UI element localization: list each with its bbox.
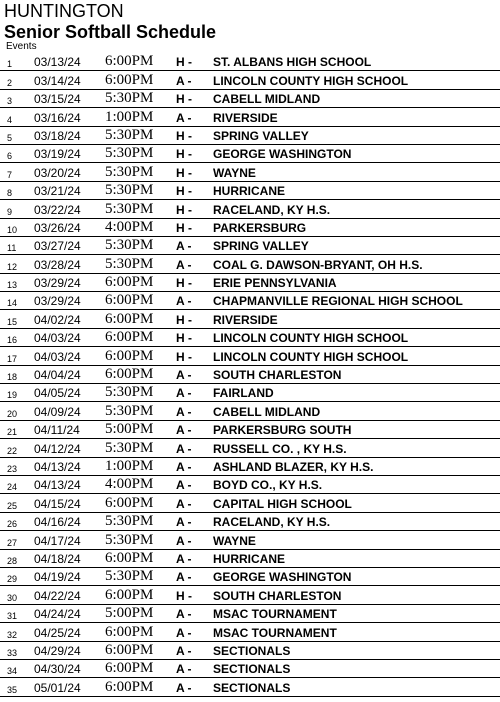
game-time: 5:30PM <box>105 255 154 272</box>
opponent-name: SOUTH CHARLESTON <box>213 368 342 383</box>
game-date: 04/13/24 <box>34 459 81 474</box>
game-time: 5:30PM <box>105 384 154 401</box>
home-away-indicator: A - <box>176 570 192 585</box>
opponent-name: SPRING VALLEY <box>213 128 309 143</box>
opponent-name: LINCOLN COUNTY HIGH SCHOOL <box>213 73 409 88</box>
game-number: 22 <box>7 445 18 456</box>
game-date: 03/27/24 <box>34 239 81 254</box>
game-date: 04/04/24 <box>34 368 81 383</box>
home-away-indicator: H - <box>176 331 192 346</box>
home-away-indicator: A - <box>176 496 192 511</box>
opponent-name: HURRICANE <box>213 184 285 199</box>
table-row <box>0 53 500 71</box>
table-row <box>0 550 500 568</box>
game-number: 3 <box>7 96 13 107</box>
table-row <box>0 200 500 218</box>
opponent-name: MSAC TOURNAMENT <box>213 607 337 622</box>
game-time: 5:30PM <box>105 513 154 530</box>
game-number: 15 <box>7 316 18 327</box>
table-row <box>0 421 500 439</box>
game-time: 6:00PM <box>105 678 154 695</box>
home-away-indicator: A - <box>176 257 192 272</box>
table-row <box>0 145 500 163</box>
game-number: 17 <box>7 353 18 364</box>
opponent-name: RACELAND, KY H.S. <box>213 202 331 217</box>
game-date: 04/30/24 <box>34 662 81 677</box>
opponent-name: CABELL MIDLAND <box>213 92 321 107</box>
home-away-indicator: A - <box>176 441 192 456</box>
opponent-name: SPRING VALLEY <box>213 239 309 254</box>
game-date: 04/16/24 <box>34 515 81 530</box>
home-away-indicator: A - <box>176 368 192 383</box>
schedule-table <box>0 53 500 697</box>
table-row <box>0 402 500 420</box>
game-number: 10 <box>7 224 18 235</box>
game-number: 13 <box>7 280 18 291</box>
opponent-name: LINCOLN COUNTY HIGH SCHOOL <box>213 331 409 346</box>
table-row <box>0 568 500 586</box>
game-date: 04/17/24 <box>34 533 81 548</box>
game-time: 6:00PM <box>105 329 154 346</box>
game-number: 32 <box>7 629 18 640</box>
opponent-name: FAIRLAND <box>213 386 274 401</box>
table-row <box>0 219 500 237</box>
home-away-indicator: A - <box>176 551 192 566</box>
home-away-indicator: H - <box>176 184 192 199</box>
opponent-name: CAPITAL HIGH SCHOOL <box>213 496 352 511</box>
game-date: 04/29/24 <box>34 643 81 658</box>
game-time: 1:00PM <box>105 108 154 125</box>
home-away-indicator: H - <box>176 92 192 107</box>
game-number: 6 <box>7 151 13 162</box>
game-time: 6:00PM <box>105 274 154 291</box>
opponent-name: RUSSELL CO. , KY H.S. <box>213 441 347 456</box>
game-number: 20 <box>7 408 18 419</box>
table-row <box>0 439 500 457</box>
game-time: 6:00PM <box>105 53 154 70</box>
game-number: 25 <box>7 500 18 511</box>
game-number: 28 <box>7 555 18 566</box>
game-time: 1:00PM <box>105 457 154 474</box>
game-time: 6:00PM <box>105 586 154 603</box>
table-row <box>0 366 500 384</box>
game-number: 4 <box>7 114 13 125</box>
game-time: 5:30PM <box>105 402 154 419</box>
home-away-indicator: H - <box>176 55 192 70</box>
opponent-name: GEORGE WASHINGTON <box>213 570 352 585</box>
game-number: 30 <box>7 592 18 603</box>
game-date: 04/24/24 <box>34 607 81 622</box>
game-number: 29 <box>7 574 18 585</box>
table-row <box>0 531 500 549</box>
opponent-name: PARKERSBURG SOUTH <box>213 423 352 438</box>
opponent-name: SOUTH CHARLESTON <box>213 588 342 603</box>
opponent-name: ST. ALBANS HIGH SCHOOL <box>213 55 372 70</box>
home-away-indicator: A - <box>176 533 192 548</box>
opponent-name: COAL G. DAWSON-BRYANT, OH H.S. <box>213 257 423 272</box>
game-date: 04/18/24 <box>34 551 81 566</box>
game-date: 03/19/24 <box>34 147 81 162</box>
home-away-indicator: A - <box>176 239 192 254</box>
page-footer-cutoff <box>4 698 124 702</box>
opponent-name: SECTIONALS <box>213 662 291 677</box>
game-time: 5:00PM <box>105 421 154 438</box>
game-date: 04/03/24 <box>34 331 81 346</box>
game-time: 6:00PM <box>105 310 154 327</box>
game-time: 4:00PM <box>105 218 154 235</box>
game-time: 5:30PM <box>105 163 154 180</box>
home-away-indicator: A - <box>176 478 192 493</box>
opponent-name: RIVERSIDE <box>213 110 278 125</box>
opponent-name: PARKERSBURG <box>213 220 307 235</box>
game-number: 18 <box>7 372 18 383</box>
game-time: 6:00PM <box>105 549 154 566</box>
game-number: 31 <box>7 611 18 622</box>
game-number: 16 <box>7 335 18 346</box>
home-away-indicator: H - <box>176 588 192 603</box>
game-time: 6:00PM <box>105 347 154 364</box>
game-number: 24 <box>7 482 18 493</box>
home-away-indicator: A - <box>176 294 192 309</box>
table-row <box>0 71 500 89</box>
table-row <box>0 237 500 255</box>
table-row <box>0 513 500 531</box>
game-time: 6:00PM <box>105 366 154 383</box>
home-away-indicator: H - <box>176 349 192 364</box>
opponent-name: ASHLAND BLAZER, KY H.S. <box>213 459 374 474</box>
opponent-name: BOYD CO., KY H.S. <box>213 478 323 493</box>
table-row <box>0 274 500 292</box>
game-date: 03/28/24 <box>34 257 81 272</box>
table-row <box>0 182 500 200</box>
table-row <box>0 90 500 108</box>
table-row <box>0 605 500 623</box>
table-row <box>0 623 500 641</box>
game-time: 5:30PM <box>105 568 154 585</box>
home-away-indicator: A - <box>176 404 192 419</box>
table-row <box>0 586 500 604</box>
game-number: 9 <box>7 206 13 217</box>
game-number: 7 <box>7 169 13 180</box>
game-time: 6:00PM <box>105 494 154 511</box>
home-away-indicator: A - <box>176 110 192 125</box>
home-away-indicator: H - <box>176 165 192 180</box>
game-number: 8 <box>7 188 13 199</box>
opponent-name: RACELAND, KY H.S. <box>213 515 331 530</box>
game-time: 6:00PM <box>105 71 154 88</box>
game-date: 04/05/24 <box>34 386 81 401</box>
game-time: 6:00PM <box>105 641 154 658</box>
home-away-indicator: A - <box>176 680 192 695</box>
home-away-indicator: A - <box>176 459 192 474</box>
game-number: 35 <box>7 684 18 695</box>
table-row <box>0 255 500 273</box>
home-away-indicator: A - <box>176 423 192 438</box>
game-date: 04/13/24 <box>34 478 81 493</box>
table-row <box>0 163 500 181</box>
home-away-indicator: H - <box>176 128 192 143</box>
game-time: 5:30PM <box>105 126 154 143</box>
table-row <box>0 347 500 365</box>
opponent-name: SECTIONALS <box>213 643 291 658</box>
schedule-title: Senior Softball Schedule <box>4 22 217 42</box>
game-number: 33 <box>7 647 18 658</box>
game-number: 11 <box>7 243 17 254</box>
game-date: 03/29/24 <box>34 276 81 291</box>
game-time: 5:30PM <box>105 531 154 548</box>
home-away-indicator: H - <box>176 202 192 217</box>
home-away-indicator: H - <box>176 312 192 327</box>
opponent-name: MSAC TOURNAMENT <box>213 625 337 640</box>
game-date: 04/12/24 <box>34 441 81 456</box>
game-number: 23 <box>7 463 18 474</box>
game-date: 04/15/24 <box>34 496 81 511</box>
game-date: 03/20/24 <box>34 165 81 180</box>
game-date: 04/22/24 <box>34 588 81 603</box>
game-number: 19 <box>7 390 18 401</box>
opponent-name: CHAPMANVILLE REGIONAL HIGH SCHOOL <box>213 294 463 309</box>
game-date: 03/21/24 <box>34 184 81 199</box>
game-date: 03/14/24 <box>34 73 81 88</box>
game-time: 5:30PM <box>105 200 154 217</box>
game-date: 03/16/24 <box>34 110 81 125</box>
table-row <box>0 642 500 660</box>
table-row <box>0 678 500 696</box>
game-date: 04/09/24 <box>34 404 81 419</box>
game-date: 04/03/24 <box>34 349 81 364</box>
game-date: 03/13/24 <box>34 55 81 70</box>
home-away-indicator: H - <box>176 220 192 235</box>
game-time: 5:30PM <box>105 145 154 162</box>
game-time: 5:30PM <box>105 439 154 456</box>
game-number: 27 <box>7 537 18 548</box>
opponent-name: RIVERSIDE <box>213 312 278 327</box>
opponent-name: LINCOLN COUNTY HIGH SCHOOL <box>213 349 409 364</box>
events-column-label: Events <box>6 41 37 52</box>
game-number: 21 <box>7 427 18 438</box>
game-time: 5:00PM <box>105 605 154 622</box>
game-time: 6:00PM <box>105 292 154 309</box>
game-number: 14 <box>7 298 18 309</box>
game-date: 04/02/24 <box>34 312 81 327</box>
game-date: 05/01/24 <box>34 680 81 695</box>
home-away-indicator: A - <box>176 662 192 677</box>
home-away-indicator: A - <box>176 515 192 530</box>
opponent-name: GEORGE WASHINGTON <box>213 147 352 162</box>
home-away-indicator: H - <box>176 147 192 162</box>
table-row <box>0 476 500 494</box>
table-row <box>0 310 500 328</box>
home-away-indicator: H - <box>176 276 192 291</box>
table-row <box>0 329 500 347</box>
table-row <box>0 384 500 402</box>
game-date: 03/22/24 <box>34 202 81 217</box>
game-time: 6:00PM <box>105 660 154 677</box>
home-away-indicator: A - <box>176 625 192 640</box>
game-date: 03/15/24 <box>34 92 81 107</box>
game-time: 5:30PM <box>105 182 154 199</box>
game-date: 03/26/24 <box>34 220 81 235</box>
game-date: 03/18/24 <box>34 128 81 143</box>
table-row <box>0 108 500 126</box>
game-time: 5:30PM <box>105 237 154 254</box>
game-number: 34 <box>7 666 18 677</box>
table-row <box>0 127 500 145</box>
game-number: 2 <box>7 77 13 88</box>
game-date: 04/25/24 <box>34 625 81 640</box>
game-number: 26 <box>7 519 18 530</box>
table-row <box>0 292 500 310</box>
opponent-name: WAYNE <box>213 533 256 548</box>
table-row <box>0 660 500 678</box>
game-time: 5:30PM <box>105 90 154 107</box>
game-time: 6:00PM <box>105 623 154 640</box>
opponent-name: WAYNE <box>213 165 256 180</box>
game-number: 5 <box>7 132 13 143</box>
game-number: 12 <box>7 261 18 272</box>
home-away-indicator: A - <box>176 607 192 622</box>
home-away-indicator: A - <box>176 643 192 658</box>
opponent-name: ERIE PENNSYLVANIA <box>213 276 337 291</box>
school-title: HUNTINGTON <box>4 1 124 21</box>
opponent-name: HURRICANE <box>213 551 285 566</box>
game-date: 03/29/24 <box>34 294 81 309</box>
game-date: 04/11/24 <box>34 423 80 438</box>
game-date: 04/19/24 <box>34 570 81 585</box>
game-time: 4:00PM <box>105 476 154 493</box>
table-row <box>0 458 500 476</box>
home-away-indicator: A - <box>176 386 192 401</box>
opponent-name: CABELL MIDLAND <box>213 404 321 419</box>
game-number: 1 <box>7 59 13 70</box>
opponent-name: SECTIONALS <box>213 680 291 695</box>
table-row <box>0 494 500 512</box>
home-away-indicator: A - <box>176 73 192 88</box>
